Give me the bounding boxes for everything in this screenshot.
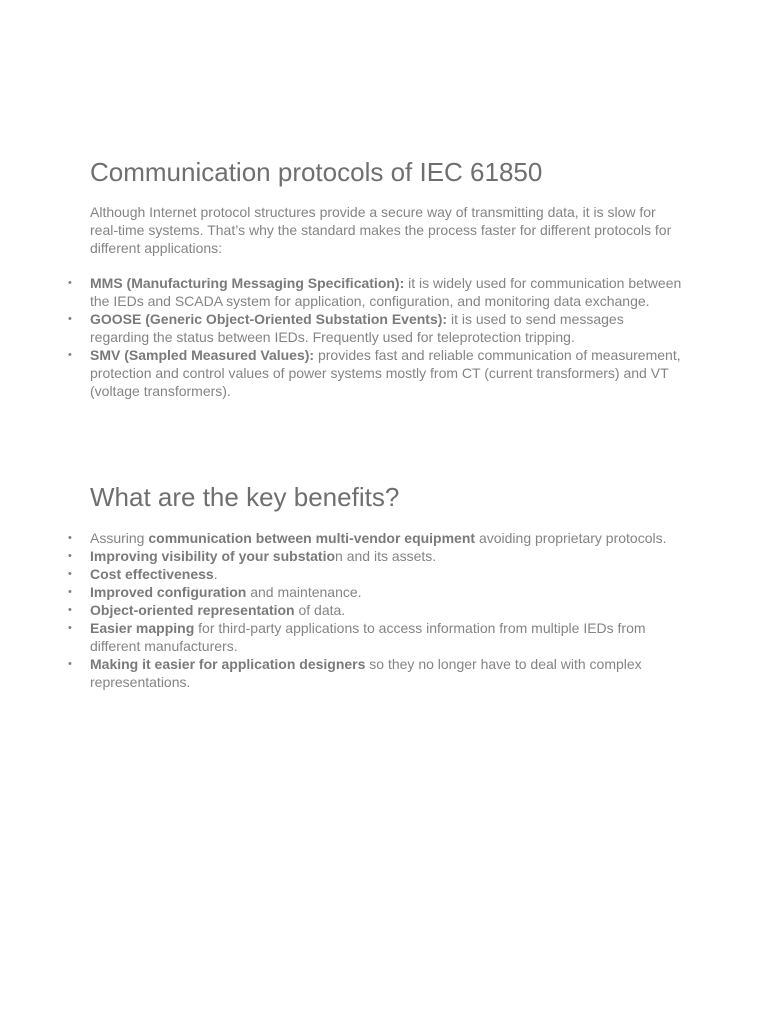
list-item-term: Improving visibility of your substatio [90,548,336,564]
list-item-term: Easier mapping [90,620,195,636]
list-item [68,583,682,601]
section-title-benefits: What are the key benefits? [90,482,400,512]
list-item [68,601,682,619]
list-item-text: n and its assets. [335,548,437,564]
list-item-text: for third-party applications to access information from multiple IEDs from different manufacturers. [90,620,646,654]
list-item-text: provides fast and reliable communication of measurement, protection and control values of power systems mostly from CT (current transformers) and VT (voltage transformers). [90,347,681,399]
list-item [68,565,682,583]
list-item [68,346,682,400]
list-item-term: MMS (Manufacturing Messaging Specification): [90,275,405,291]
list-item-prefix: Assuring [90,530,149,546]
list-item-text: and maintenance. [246,584,362,600]
list-item-term: GOOSE (Generic Object-Oriented Substation Events): [90,311,448,327]
list-item-text: it is widely used for communication between the IEDs and SCADA system for application, configuration, and monitoring data exchange. [90,275,682,309]
bullet-icon: • [68,658,72,670]
list-item-text: of data. [294,602,346,618]
list-item [68,655,682,691]
list-item-term: Making it easier for application designers [90,656,366,672]
list-item [68,619,682,655]
bullet-icon: • [68,349,72,361]
list-item-term: SMV (Sampled Measured Values): [90,347,315,363]
list-item [68,529,682,547]
bullet-icon: • [68,313,72,325]
bullet-icon: • [68,622,72,634]
list-item-term: communication between multi-vendor equipment [148,530,476,546]
bullet-icon: • [68,568,72,580]
list-item-term: Cost effectiveness [90,566,214,582]
benefits-list [68,529,682,691]
list-item-text: it is used to send messages regarding the status between IEDs. Frequently used for teleprotection tripping. [90,311,624,345]
list-item [68,274,682,310]
bullet-icon: • [68,532,72,544]
intro-paragraph: Although Internet protocol structures provide a secure way of transmitting data, it is slow for real-time systems. That’s why the standard makes the process faster for different protocols for different applications: [90,204,672,256]
bullet-icon: • [68,586,72,598]
list-item-text: . [213,566,218,582]
bullet-icon: • [68,604,72,616]
bullet-icon: • [68,550,72,562]
list-item-term: Improved configuration [90,584,247,600]
list-item-term: Object-oriented representation [90,602,295,618]
list-item-text: so they no longer have to deal with complex representations. [90,656,642,690]
section-title-protocols: Communication protocols of IEC 61850 [90,157,543,187]
list-item [68,310,682,346]
protocols-list [68,274,682,400]
list-item [68,547,682,565]
list-item-text: avoiding proprietary protocols. [475,530,667,546]
bullet-icon: • [68,277,72,289]
